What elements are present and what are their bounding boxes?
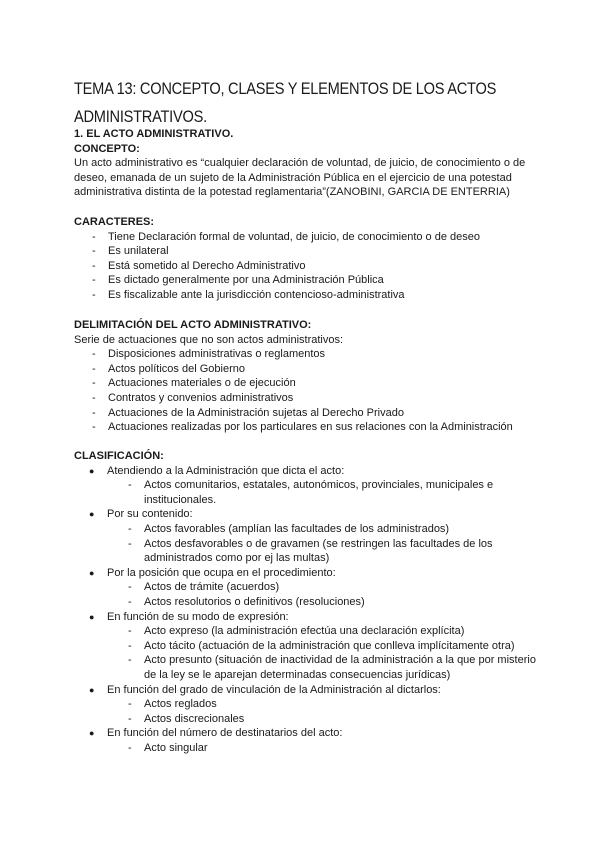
section-clasificacion — [74, 449, 544, 755]
list-item: - Actuaciones de la Administración sujetas al Derecho Privado — [74, 406, 544, 421]
list-item: - Es dictado generalmente por una Administración Pública — [74, 273, 544, 288]
caracteres-heading: CARACTERES: — [74, 216, 155, 228]
group-label: ● Atendiendo a la Administración que dicta el acto: — [107, 465, 344, 477]
group-label: ● En función del número de destinatarios del acto: — [107, 727, 342, 739]
sub-list — [107, 522, 544, 566]
delimitacion-intro: Serie de actuaciones que no son actos administrativos: — [74, 333, 344, 346]
delimitacion-list — [74, 347, 544, 435]
group-label: ● Por la posición que ocupa en el procedimiento: — [107, 567, 336, 579]
group-label: ● En función del grado de vinculación de la Administración al dictarlos: — [107, 684, 441, 696]
classification-group — [74, 683, 544, 727]
sub-list-item: - Acto tácito (actuación de la administración que conlleva implícitamente otra) — [107, 639, 544, 654]
sub-list-item: - Acto singular — [107, 741, 544, 756]
section-acto-administrativo — [74, 127, 544, 200]
page-title — [74, 76, 504, 130]
caracteres-list — [74, 230, 544, 303]
sub-list — [107, 580, 544, 609]
delimitacion-heading: DELIMITACIÓN DEL ACTO ADMINISTRATIVO: — [74, 319, 312, 331]
sub-list — [107, 741, 544, 756]
list-item: - Actuaciones materiales o de ejecución — [74, 376, 544, 391]
section-heading: 1. EL ACTO ADMINISTRATIVO. — [74, 128, 234, 140]
list-item: - Es fiscalizable ante la jurisdicción contencioso-administrativa — [74, 288, 544, 303]
list-item: - Actos políticos del Gobierno — [74, 362, 544, 377]
list-item: - Contratos y convenios administrativos — [74, 391, 544, 406]
clasificacion-heading: CLASIFICACIÓN: — [74, 450, 164, 462]
clasificacion-list — [74, 464, 544, 756]
section-caracteres — [74, 215, 544, 303]
classification-group — [74, 507, 544, 565]
classification-group — [74, 726, 544, 755]
title-line-2: ADMINISTRATIVOS. — [74, 107, 207, 126]
sub-list-item: - Acto expreso (la administración efectúa una declaración explícita) — [107, 624, 544, 639]
sub-list-item: - Actos de trámite (acuerdos) — [107, 580, 544, 595]
sub-list — [107, 697, 544, 726]
list-item: - Está sometido al Derecho Administrativo — [74, 259, 544, 274]
list-item: - Actuaciones realizadas por los particulares en sus relaciones con la Administración — [74, 420, 544, 435]
sub-list-item: - Actos favorables (amplían las facultades de los administrados) — [107, 522, 544, 537]
classification-group — [74, 610, 544, 683]
section-delimitacion — [74, 318, 544, 435]
title-line-1: TEMA 13: CONCEPTO, CLASES Y ELEMENTOS DE LOS ACTOS — [74, 79, 497, 98]
sub-list-item: - Actos reglados — [107, 697, 544, 712]
list-item: - Tiene Declaración formal de voluntad, de juicio, de conocimiento o de deseo — [74, 230, 544, 245]
concepto-paragraph: Un acto administrativo es “cualquier declaración de voluntad, de juicio, de conocimiento o de deseo, emanada de un sujeto de la Administración Pública en el ejercicio de una potestad administrativa distinta de la potestad reglamentaria”(ZANOBINI, GARCIA DE ENTERRIA) — [74, 157, 526, 199]
list-item: - Es unilateral — [74, 244, 544, 259]
concepto-heading: CONCEPTO: — [74, 142, 140, 155]
list-item: - Disposiciones administrativas o reglamentos — [74, 347, 544, 362]
sub-list — [107, 624, 544, 682]
sub-list-item: - Actos resolutorios o definitivos (resoluciones) — [107, 595, 544, 610]
group-label: ● En función de su modo de expresión: — [107, 611, 289, 623]
sub-list-item: - Actos desfavorables o de gravamen (se restringen las facultades de los administrados como por ej las multas) — [107, 537, 544, 566]
group-label: ● Por su contenido: — [107, 508, 193, 520]
classification-group — [74, 464, 544, 508]
sub-list-item: - Actos comunitarios, estatales, autonómicos, provinciales, municipales e institucionales. — [107, 478, 544, 507]
classification-group — [74, 566, 544, 610]
sub-list-item: - Actos discrecionales — [107, 712, 544, 727]
sub-list — [107, 478, 544, 507]
sub-list-item: - Acto presunto (situación de inactividad de la administración a la que por misterio de la ley se le aparejan determinadas consecuencias jurídicas) — [107, 653, 544, 682]
